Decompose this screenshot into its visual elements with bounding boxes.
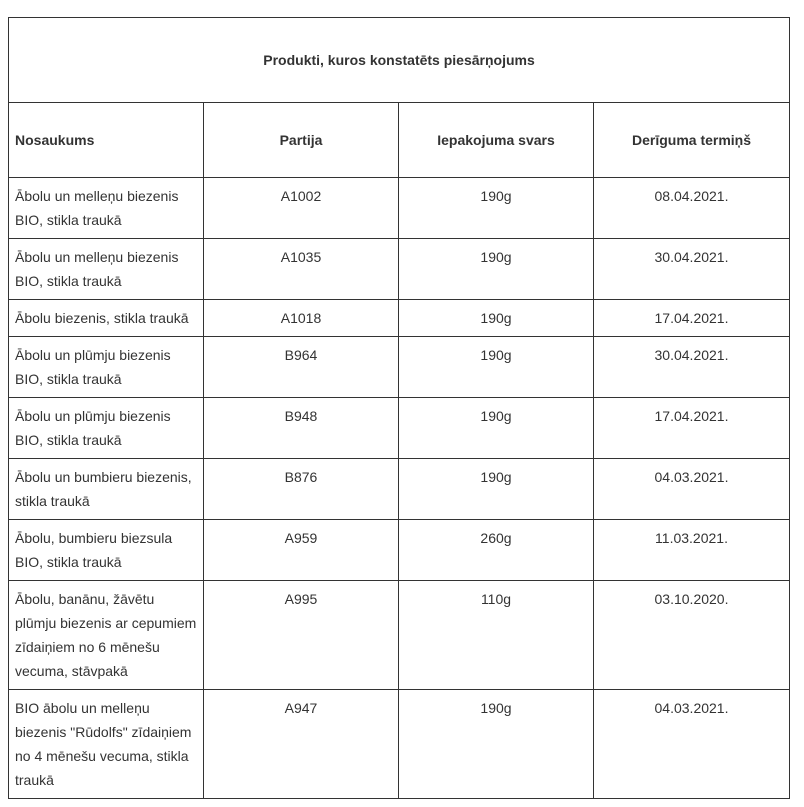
table-row: [9, 690, 790, 799]
cell-name: Ābolu, banānu, žāvētu plūmju biezenis ar cepumiem zīdaiņiem no 6 mēnešu vecuma, stāvpakā: [9, 581, 204, 690]
table-row: [9, 239, 790, 300]
table-row: [9, 178, 790, 239]
cell-batch: A959: [204, 520, 399, 581]
cell-weight: 190g: [399, 300, 594, 337]
cell-batch: A1018: [204, 300, 399, 337]
contamination-table-container: [8, 17, 789, 799]
cell-weight: 190g: [399, 239, 594, 300]
cell-weight: 190g: [399, 398, 594, 459]
cell-expiry: 04.03.2021.: [594, 459, 790, 520]
header-name: Nosaukums: [9, 103, 204, 178]
cell-name: Ābolu un bumbieru biezenis, stikla traukā: [9, 459, 204, 520]
cell-batch: B964: [204, 337, 399, 398]
table-row: [9, 459, 790, 520]
cell-weight: 190g: [399, 337, 594, 398]
cell-expiry: 11.03.2021.: [594, 520, 790, 581]
cell-expiry: 04.03.2021.: [594, 690, 790, 799]
cell-batch: B876: [204, 459, 399, 520]
cell-name: BIO ābolu un melleņu biezenis "Rūdolfs" zīdaiņiem no 4 mēnešu vecuma, stikla traukā: [9, 690, 204, 799]
header-expiry: Derīguma termiņš: [594, 103, 790, 178]
cell-batch: A1002: [204, 178, 399, 239]
cell-name: Ābolu un melleņu biezenis BIO, stikla traukā: [9, 239, 204, 300]
cell-weight: 260g: [399, 520, 594, 581]
cell-name: Ābolu biezenis, stikla traukā: [9, 300, 204, 337]
table-row: [9, 337, 790, 398]
cell-weight: 190g: [399, 690, 594, 799]
cell-name: Ābolu un melleņu biezenis BIO, stikla traukā: [9, 178, 204, 239]
cell-expiry: 08.04.2021.: [594, 178, 790, 239]
cell-expiry: 30.04.2021.: [594, 337, 790, 398]
cell-batch: A1035: [204, 239, 399, 300]
cell-expiry: 17.04.2021.: [594, 300, 790, 337]
cell-name: Ābolu, bumbieru biezsula BIO, stikla traukā: [9, 520, 204, 581]
header-weight: Iepakojuma svars: [399, 103, 594, 178]
cell-expiry: 17.04.2021.: [594, 398, 790, 459]
cell-name: Ābolu un plūmju biezenis BIO, stikla traukā: [9, 398, 204, 459]
table-row: [9, 300, 790, 337]
cell-expiry: 30.04.2021.: [594, 239, 790, 300]
cell-weight: 110g: [399, 581, 594, 690]
cell-weight: 190g: [399, 178, 594, 239]
cell-weight: 190g: [399, 459, 594, 520]
cell-expiry: 03.10.2020.: [594, 581, 790, 690]
cell-batch: A995: [204, 581, 399, 690]
contaminated-products-table: [8, 17, 790, 799]
table-title-row: [9, 18, 790, 103]
cell-name: Ābolu un plūmju biezenis BIO, stikla traukā: [9, 337, 204, 398]
cell-batch: B948: [204, 398, 399, 459]
table-row: [9, 581, 790, 690]
header-batch: Partija: [204, 103, 399, 178]
cell-batch: A947: [204, 690, 399, 799]
table-title: Produkti, kuros konstatēts piesārņojums: [9, 18, 790, 103]
table-row: [9, 520, 790, 581]
table-header-row: [9, 103, 790, 178]
table-row: [9, 398, 790, 459]
